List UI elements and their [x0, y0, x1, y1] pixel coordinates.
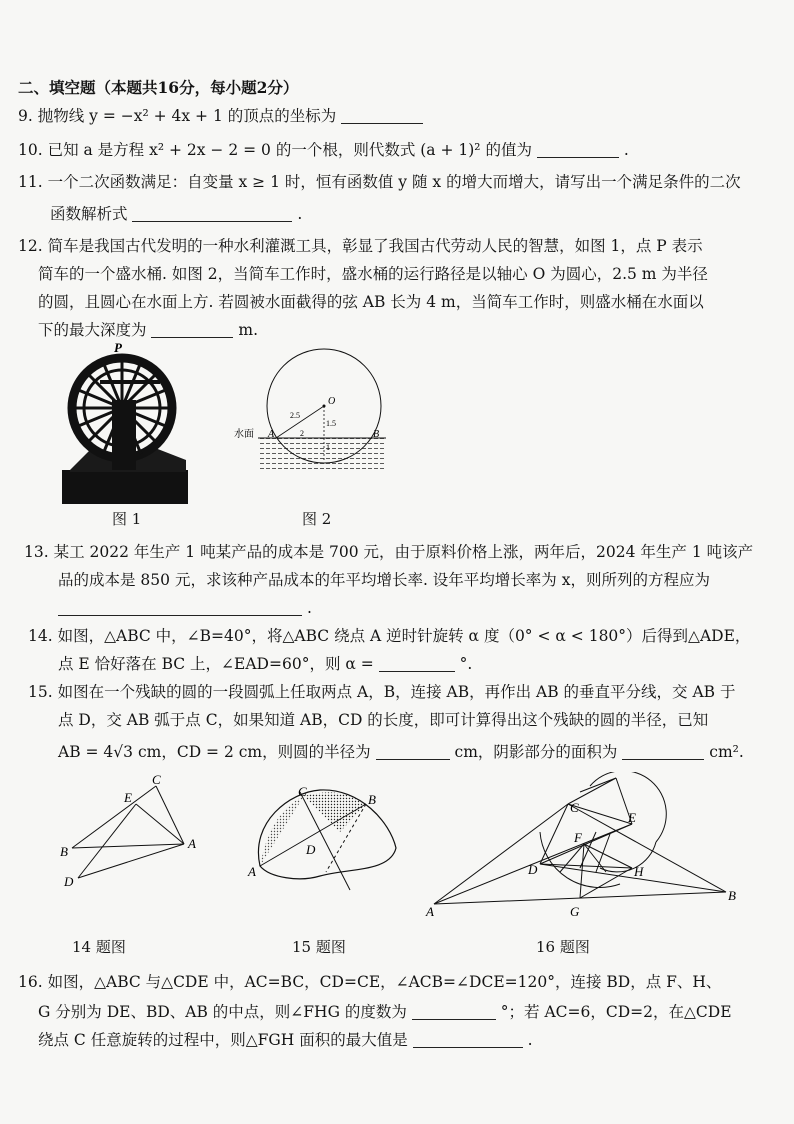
q13-end: . — [306, 599, 312, 617]
figure-16-triangles — [420, 772, 770, 922]
question-9 — [18, 106, 423, 126]
fig14-label-e: E — [124, 790, 132, 805]
fig2-hand-1-5: 1.5 — [326, 419, 336, 428]
fig14-label-a: A — [188, 836, 196, 851]
q14-end: °. — [459, 655, 473, 673]
fig15-label-b: B — [368, 792, 376, 807]
fig2-hand-1: 1 — [326, 443, 330, 452]
fig16-label-g: G — [570, 904, 580, 919]
fig16-label-c: C — [570, 800, 579, 815]
q13-line3 — [58, 598, 312, 618]
q15-line2: 点 D，交 AB 弧于点 C，如果知道 AB，CD 的长度，即可计算得出这个残缺的圆的半径，已知 — [58, 711, 709, 729]
q11-line1: 11. 一个二次函数满足：自变量 x ≥ 1 时，恒有函数值 y 随 x 的增大而增大，请写出一个满足条件的二次 — [18, 173, 741, 191]
q9-answer-blank[interactable] — [341, 107, 423, 124]
q12-text: 下的最大深度为 — [38, 321, 147, 339]
q12-line3: 的圆，且圆心在水面上方. 若圆被水面截得的弦 AB 长为 4 m，当简车工作时，则盛水桶在水面以 — [38, 293, 704, 311]
figure-15-broken-circle — [240, 782, 410, 892]
q15-line1: 15. 如图在一个残缺的圆的一段圆弧上任取两点 A，B，连接 AB，再作出 AB 的垂直平分线，交 AB 于 — [28, 683, 736, 701]
q16-line3 — [38, 1030, 533, 1050]
q12-line4 — [38, 320, 258, 340]
q16-text-a: G 分别为 DE、BD、AB 的中点，则∠FHG 的度数为 — [38, 1003, 407, 1021]
fig16-label-b: B — [728, 888, 736, 903]
q16-text-c: 绕点 C 任意旋转的过程中，则△FGH 面积的最大值是 — [38, 1031, 408, 1049]
figure-14-caption: 14 题图 — [72, 938, 126, 956]
fig15-label-a: A — [248, 864, 256, 879]
fig2-label-o: O — [328, 396, 336, 407]
q14-line1: 14. 如图，△ABC 中，∠B=40°，将△ABC 绕点 A 逆时针旋转 α 度（0° < α < 180°）后得到△ADE， — [28, 627, 751, 645]
fig15-label-d: D — [306, 842, 316, 857]
fig1-label-p: P — [114, 340, 122, 355]
q16-line1: 16. 如图，△ABC 与△CDE 中，AC=BC，CD=CE，∠ACB=∠DCE=120°，连接 BD，点 F、H、 — [18, 973, 722, 991]
q9-text: 9. 抛物线 y = −x² + 4x + 1 的顶点的坐标为 — [18, 107, 337, 125]
q14-text: 点 E 恰好落在 BC 上，∠EAD=60°，则 α = — [58, 655, 374, 673]
question-10 — [18, 140, 629, 160]
q16-area-blank[interactable] — [413, 1031, 523, 1048]
q10-text: 10. 已知 a 是方程 x² + 2x − 2 = 0 的一个根，则代数式 (a + 1)² 的值为 — [18, 141, 532, 159]
q16-line2 — [38, 1002, 732, 1022]
q13-line1: 13. 某工 2022 年生产 1 吨某产品的成本是 700 元，由于原料价格上涨，两年后，2024 年生产 1 吨该产 — [24, 543, 754, 561]
figure-1-caption: 图 1 — [112, 510, 142, 528]
fig2-label-b: B — [373, 429, 380, 440]
q14-line2 — [58, 654, 472, 674]
q16-text-b: °；若 AC=6，CD=2，在△CDE — [500, 1003, 732, 1021]
q13-answer-blank[interactable] — [58, 599, 302, 616]
fig14-label-d: D — [64, 874, 74, 889]
figure-16-caption: 16 题图 — [536, 938, 590, 956]
figure-14-triangle — [56, 772, 206, 892]
q15-line3 — [58, 742, 744, 762]
q13-line2: 品的成本是 850 元，求该种产品成本的年平均增长率. 设年平均增长率为 x，则所列的方程应为 — [58, 571, 710, 589]
figure-2-circle-diagram — [230, 346, 390, 474]
q10-answer-blank[interactable] — [537, 141, 619, 158]
q14-answer-blank[interactable] — [379, 655, 455, 672]
fig15-label-c: C — [298, 784, 307, 799]
wheel-base — [62, 470, 188, 504]
q16-end: . — [527, 1031, 533, 1049]
fig14-label-c: C — [152, 772, 161, 787]
q12-answer-blank[interactable] — [151, 321, 233, 338]
q15-text-c: cm². — [709, 743, 744, 761]
q15-area-blank[interactable] — [622, 743, 704, 760]
q11-end: . — [297, 205, 303, 223]
q12-line2: 简车的一个盛水桶. 如图 2，当简车工作时，盛水桶的运行路径是以轴心 O 为圆心，2.5 m 为半径 — [38, 265, 708, 283]
q15-text-a: AB = 4√3 cm，CD = 2 cm，则圆的半径为 — [58, 743, 371, 761]
figure-2-caption: 图 2 — [302, 510, 332, 528]
q10-end: . — [623, 141, 629, 159]
fig16-label-a: A — [426, 904, 434, 919]
fig16-label-d: D — [528, 862, 538, 877]
q11-answer-blank[interactable] — [132, 205, 292, 222]
q11-line2 — [50, 204, 302, 224]
figure-1-water-wheel — [60, 340, 192, 506]
fig2-hand-2-5: 2.5 — [290, 411, 300, 420]
fig14-label-b: B — [60, 844, 68, 859]
q15-text-b: cm，阴影部分的面积为 — [454, 743, 618, 761]
q15-radius-blank[interactable] — [376, 743, 450, 760]
figure-15-caption: 15 题图 — [292, 938, 346, 956]
q12-line1: 12. 简车是我国古代发明的一种水利灌溉工具，彰显了我国古代劳动人民的智慧，如图 1，点 P 表示 — [18, 237, 703, 255]
fig16-label-e: E — [628, 810, 636, 825]
fig2-label-water: 水面 — [234, 429, 254, 440]
q12-unit: m. — [238, 321, 259, 339]
fig2-hand-2: 2 — [300, 429, 304, 438]
q16-angle-blank[interactable] — [412, 1003, 496, 1020]
fig16-label-h: H — [634, 864, 644, 879]
q11-text: 函数解析式 — [50, 205, 128, 223]
section-title: 二、填空题（本题共16分，每小题2分） — [18, 78, 299, 97]
fig2-label-a: A — [268, 429, 275, 440]
fig16-label-f: F — [574, 830, 582, 845]
